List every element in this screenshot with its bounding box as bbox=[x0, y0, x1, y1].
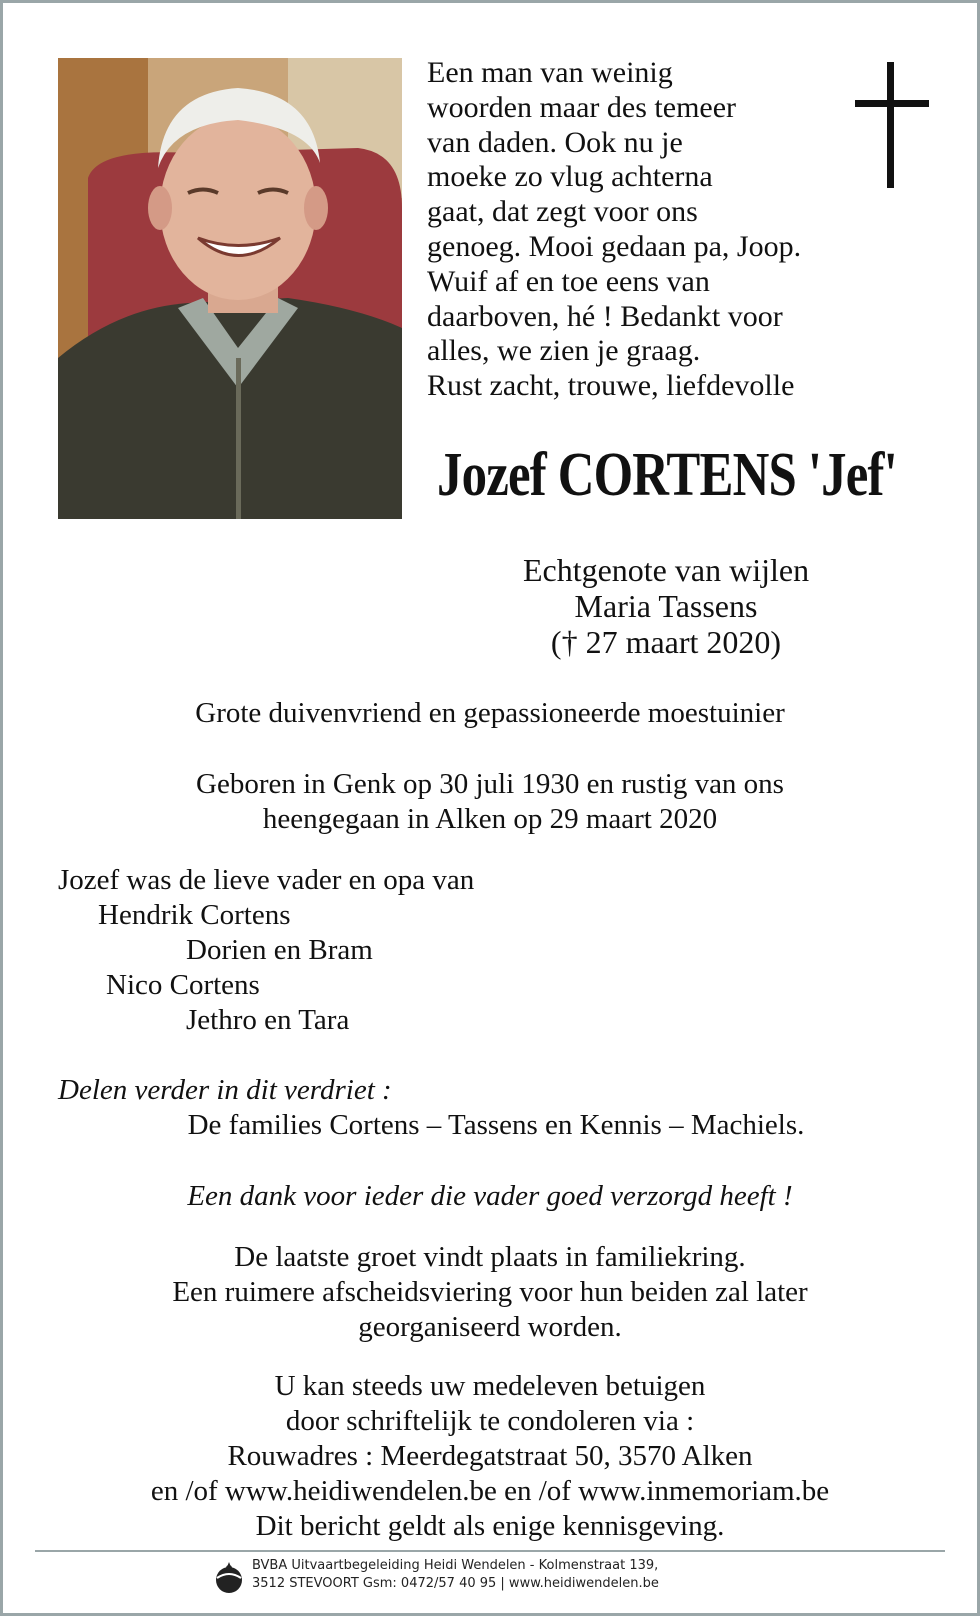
condolence-text bbox=[40, 1369, 940, 1544]
poem-line: woorden maar des temeer bbox=[427, 90, 737, 124]
spouse-death-date: († 27 maart 2020) bbox=[550, 624, 782, 660]
family-member: Hendrik Cortens bbox=[98, 899, 291, 931]
footer-divider bbox=[35, 1550, 945, 1552]
birth-line: Geboren in Genk op 30 juli 1930 en rustig van ons bbox=[196, 768, 784, 800]
cross-icon bbox=[855, 62, 929, 193]
hobby-text: Grote duivenvriend en gepassioneerde moestuinier bbox=[195, 697, 785, 729]
poem-line: genoeg. Mooi gedaan pa, Joop. bbox=[427, 229, 802, 263]
thanks-text: Een dank voor ieder die vader goed verzorgd heeft ! bbox=[187, 1180, 793, 1212]
family-member: Nico Cortens bbox=[106, 969, 260, 1001]
poem-line: alles, we zien je graag. bbox=[427, 334, 701, 368]
condolence-websites: en /of www.heidiwendelen.be en /of www.inmemoriam.be bbox=[150, 1475, 830, 1507]
poem-line: Een man van weinig bbox=[427, 56, 673, 89]
death-line: heengegaan in Alken op 29 maart 2020 bbox=[262, 803, 718, 835]
family-member: Jethro en Tara bbox=[186, 1004, 350, 1036]
portrait-photo bbox=[58, 58, 402, 519]
poem-line: Wuif af en toe eens van bbox=[427, 264, 710, 298]
funeral-home-footer bbox=[252, 1557, 659, 1593]
spouse-block bbox=[386, 552, 946, 660]
birth-death-text bbox=[60, 767, 920, 837]
spouse-line: Echtgenote van wijlen bbox=[522, 552, 810, 588]
share-intro: Delen verder in dit verdriet : bbox=[58, 1074, 392, 1106]
farewell-text bbox=[40, 1240, 940, 1345]
footer-line: 3512 STEVOORT Gsm: 0472/57 40 95 | www.heidiwendelen.be bbox=[252, 1576, 659, 1591]
family-intro: Jozef was de lieve vader en opa van bbox=[58, 864, 475, 896]
poem-line: daarboven, hé ! Bedankt voor bbox=[427, 299, 783, 333]
farewell-line: De laatste groet vindt plaats in familiekring. bbox=[234, 1241, 746, 1273]
condolence-line: door schriftelijk te condoleren via : bbox=[285, 1405, 695, 1437]
farewell-line: georganiseerd worden. bbox=[358, 1311, 622, 1343]
spouse-name: Maria Tassens bbox=[574, 588, 758, 624]
poem-line: Rust zacht, trouwe, liefdevolle bbox=[427, 369, 795, 403]
farewell-line: Een ruimere afscheidsviering voor hun beiden zal later bbox=[172, 1276, 808, 1308]
poem-line: gaat, dat zegt voor ons bbox=[427, 195, 698, 229]
poem-line: moeke zo vlug achterna bbox=[427, 160, 713, 194]
funeral-home-logo-icon bbox=[213, 1560, 245, 1599]
poem-line: van daden. Ook nu je bbox=[427, 125, 683, 159]
notice-line: Dit bericht geldt als enige kennisgeving. bbox=[255, 1510, 725, 1542]
deceased-name: Jozef CORTENS 'Jef' bbox=[437, 441, 897, 509]
family-member: Dorien en Bram bbox=[186, 934, 373, 966]
footer-line: BVBA Uitvaartbegeleiding Heidi Wendelen - Kolmenstraat 139, bbox=[252, 1558, 659, 1573]
mourning-address: Rouwadres : Meerdegatstraat 50, 3570 Alken bbox=[227, 1440, 753, 1472]
condolence-line: U kan steeds uw medeleven betuigen bbox=[274, 1370, 706, 1402]
poem-text bbox=[427, 56, 897, 404]
share-families: De families Cortens – Tassens en Kennis – Machiels. bbox=[187, 1109, 805, 1141]
family-list bbox=[58, 863, 474, 1038]
